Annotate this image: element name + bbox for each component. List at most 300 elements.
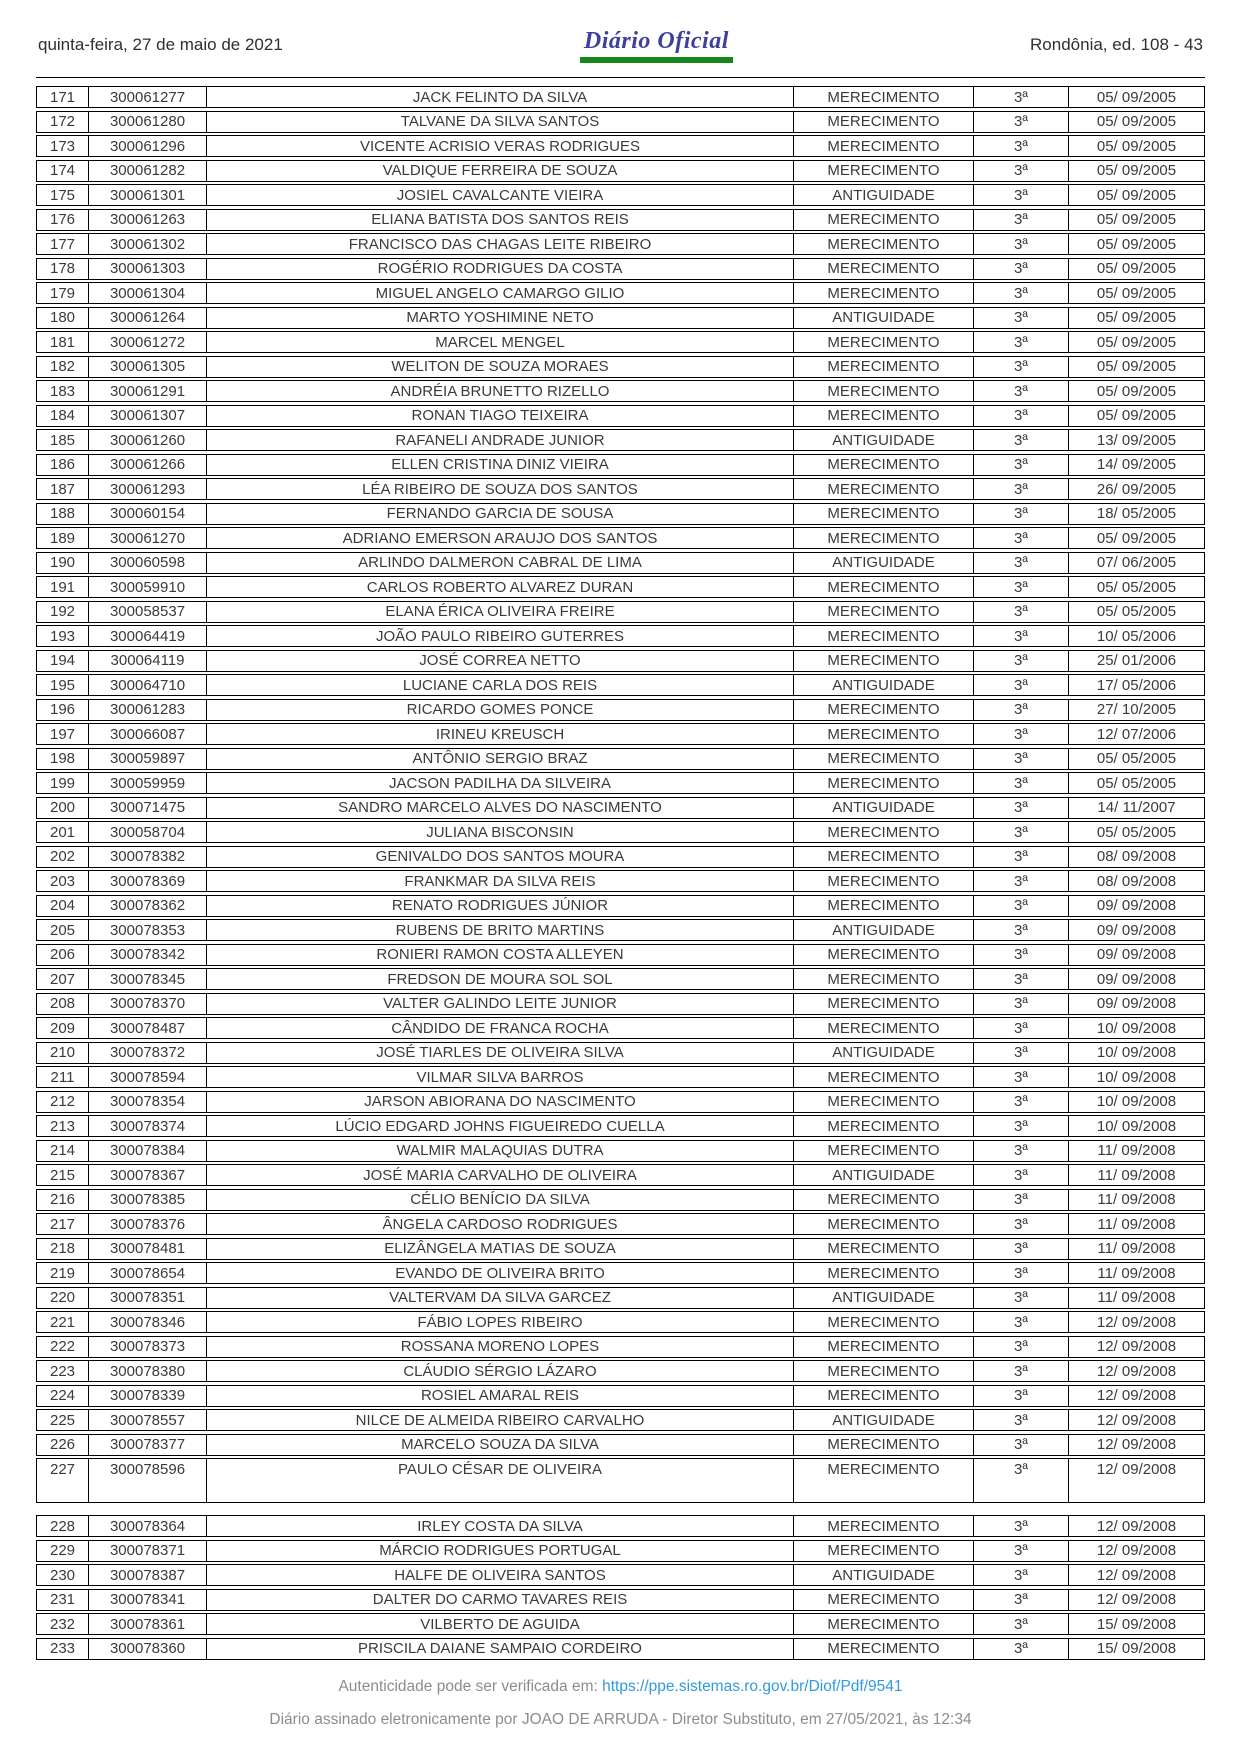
name-cell: RONIERI RAMON COSTA ALLEYEN [207, 945, 794, 965]
name-cell: ELLEN CRISTINA DINIZ VIEIRA [207, 455, 794, 475]
class-cell: 3ª [974, 87, 1069, 107]
class-cell: 3ª [974, 920, 1069, 940]
name-cell: JOSIEL CAVALCANTE VIEIRA [207, 185, 794, 205]
date-cell: 08/ 09/2008 [1096, 848, 1177, 865]
table-row [36, 625, 1205, 647]
criteria-cell: MERECIMENTO [794, 1116, 974, 1136]
row-number-cell: 195 [37, 675, 89, 695]
criteria-cell: MERECIMENTO [794, 332, 974, 352]
registration-id-cell: 300078374 [89, 1116, 207, 1136]
criteria-cell: ANTIGUIDADE [794, 1565, 974, 1585]
criteria-cell: MERECIMENTO [794, 504, 974, 524]
table-row [36, 1385, 1205, 1407]
registration-id-cell: 300059897 [89, 749, 207, 769]
table-row [36, 135, 1205, 157]
row-number-cell: 217 [37, 1214, 89, 1234]
criteria-cell: ANTIGUIDADE [794, 1043, 974, 1063]
date-cell: 05/ 05/2005 [1096, 774, 1177, 792]
name-cell: ROGÉRIO RODRIGUES DA COSTA [207, 259, 794, 279]
class-cell: 3ª [974, 528, 1069, 548]
class-cell: 3ª [974, 1043, 1069, 1063]
criteria-cell: ANTIGUIDADE [794, 1288, 974, 1308]
row-number-cell: 201 [37, 822, 89, 842]
row-number-cell: 183 [37, 381, 89, 401]
name-cell: TALVANE DA SILVA SANTOS [207, 112, 794, 132]
registration-id-cell: 300061302 [89, 234, 207, 254]
row-number-cell: 216 [37, 1190, 89, 1210]
class-cell: 3ª [974, 1141, 1069, 1161]
date-cell: 10/ 05/2006 [1096, 627, 1177, 645]
promotion-table [36, 77, 1205, 1660]
class-cell: 3ª [974, 871, 1069, 891]
registration-id-cell: 300078385 [89, 1190, 207, 1210]
table-row [36, 380, 1205, 402]
table-row [36, 944, 1205, 966]
table-row [36, 258, 1205, 280]
class-cell: 3ª [974, 651, 1069, 671]
row-number-cell: 228 [37, 1516, 89, 1536]
class-cell: 3ª [974, 381, 1069, 401]
page-footer [0, 1678, 1241, 1729]
name-cell: FRANKMAR DA SILVA REIS [207, 871, 794, 891]
row-number-cell: 171 [37, 87, 89, 107]
date-cell: 12/ 09/2008 [1096, 1411, 1177, 1429]
date-cell: 11/ 09/2008 [1097, 1166, 1176, 1184]
registration-id-cell: 300061280 [89, 112, 207, 132]
date-cell: 13/ 09/2005 [1096, 431, 1177, 449]
table-row [36, 1066, 1205, 1088]
class-cell: 3ª [974, 1386, 1069, 1406]
class-cell: 3ª [974, 1214, 1069, 1234]
registration-id-cell: 300061301 [89, 185, 207, 205]
table-row [36, 748, 1205, 770]
name-cell: MÁRCIO RODRIGUES PORTUGAL [207, 1541, 794, 1561]
class-cell: 3ª [974, 259, 1069, 279]
criteria-cell: MERECIMENTO [794, 1337, 974, 1357]
criteria-cell: MERECIMENTO [794, 528, 974, 548]
name-cell: LÉA RIBEIRO DE SOUZA DOS SANTOS [207, 479, 794, 499]
gazette-title-block [580, 28, 733, 63]
date-cell: 12/ 09/2008 [1096, 1566, 1177, 1584]
table-row [36, 405, 1205, 427]
name-cell: PRISCILA DAIANE SAMPAIO CORDEIRO [207, 1639, 794, 1659]
class-cell: 3ª [974, 675, 1069, 695]
class-cell: 3ª [974, 847, 1069, 867]
date-cell: 09/ 09/2008 [1096, 946, 1177, 963]
table-row [36, 846, 1205, 868]
date-cell: 12/ 09/2008 [1096, 1436, 1177, 1453]
class-cell: 3ª [974, 430, 1069, 450]
name-cell: MIGUEL ANGELO CAMARGO GILIO [207, 283, 794, 303]
criteria-cell: MERECIMENTO [794, 1239, 974, 1259]
table-row [36, 968, 1205, 990]
class-cell: 3ª [974, 749, 1069, 769]
date-cell: 11/ 09/2008 [1097, 1191, 1176, 1208]
table-row [36, 331, 1205, 353]
date-cell: 10/ 09/2008 [1096, 1019, 1177, 1037]
class-cell: 3ª [974, 896, 1069, 916]
name-cell: JOSÉ TIARLES DE OLIVEIRA SILVA [207, 1043, 794, 1063]
registration-id-cell: 300078351 [89, 1288, 207, 1308]
table-row [36, 356, 1205, 378]
class-cell: 3ª [974, 1263, 1069, 1283]
registration-id-cell: 300061282 [89, 161, 207, 181]
row-number-cell: 218 [37, 1239, 89, 1259]
criteria-cell: MERECIMENTO [794, 1386, 974, 1406]
name-cell: IRLEY COSTA DA SILVA [207, 1516, 794, 1536]
row-number-cell: 231 [37, 1590, 89, 1610]
class-cell: 3ª [974, 798, 1069, 818]
class-cell: 3ª [974, 210, 1069, 230]
row-number-cell: 182 [37, 357, 89, 377]
criteria-cell: MERECIMENTO [794, 112, 974, 132]
criteria-cell: MERECIMENTO [794, 651, 974, 671]
name-cell: FRANCISCO DAS CHAGAS LEITE RIBEIRO [207, 234, 794, 254]
row-number-cell: 208 [37, 994, 89, 1014]
class-cell: 3ª [974, 234, 1069, 254]
class-cell: 3ª [974, 1312, 1069, 1332]
class-cell: 3ª [974, 332, 1069, 352]
class-cell: 3ª [974, 357, 1069, 377]
row-number-cell: 211 [37, 1067, 89, 1087]
class-cell: 3ª [974, 1459, 1069, 1502]
row-number-cell: 230 [37, 1565, 89, 1585]
name-cell: JARSON ABIORANA DO NASCIMENTO [207, 1092, 794, 1112]
row-number-cell: 233 [37, 1639, 89, 1659]
table-row [36, 1434, 1205, 1456]
row-number-cell: 194 [37, 651, 89, 671]
criteria-cell: MERECIMENTO [794, 357, 974, 377]
class-cell: 3ª [974, 1614, 1069, 1634]
date-cell: 11/ 09/2008 [1097, 1142, 1176, 1159]
row-number-cell: 178 [37, 259, 89, 279]
criteria-cell: MERECIMENTO [794, 700, 974, 720]
date-cell: 12/ 07/2006 [1096, 725, 1177, 743]
table-row [36, 650, 1205, 672]
registration-id-cell: 300061260 [89, 430, 207, 450]
criteria-cell: MERECIMENTO [794, 1067, 974, 1087]
registration-id-cell: 300078345 [89, 969, 207, 989]
table-row [36, 429, 1205, 451]
class-cell: 3ª [974, 1435, 1069, 1455]
criteria-cell: MERECIMENTO [794, 847, 974, 867]
date-cell: 05/ 05/2005 [1096, 578, 1177, 596]
name-cell: MARTO YOSHIMINE NETO [207, 308, 794, 328]
registration-id-cell: 300064419 [89, 626, 207, 646]
criteria-cell: MERECIMENTO [794, 994, 974, 1014]
registration-id-cell: 300061272 [89, 332, 207, 352]
registration-id-cell: 300078377 [89, 1435, 207, 1455]
class-cell: 3ª [974, 626, 1069, 646]
name-cell: ELANA ÉRICA OLIVEIRA FREIRE [207, 602, 794, 622]
name-cell: ELIZÂNGELA MATIAS DE SOUZA [207, 1239, 794, 1259]
row-number-cell: 203 [37, 871, 89, 891]
table-row [36, 1638, 1205, 1660]
criteria-cell: MERECIMENTO [794, 871, 974, 891]
date-cell: 05/ 09/2005 [1096, 186, 1177, 204]
criteria-cell: MERECIMENTO [794, 1190, 974, 1210]
table-row [36, 454, 1205, 476]
registration-id-cell: 300061283 [89, 700, 207, 720]
date-cell: 11/ 09/2008 [1097, 1289, 1176, 1306]
criteria-cell: MERECIMENTO [794, 626, 974, 646]
date-cell: 12/ 09/2008 [1096, 1338, 1177, 1355]
date-cell: 11/ 09/2008 [1097, 1215, 1176, 1233]
table-row [36, 821, 1205, 843]
criteria-cell: MERECIMENTO [794, 822, 974, 842]
table-row [36, 601, 1205, 623]
registration-id-cell: 300078353 [89, 920, 207, 940]
name-cell: EVANDO DE OLIVEIRA BRITO [207, 1263, 794, 1283]
table-row [36, 895, 1205, 917]
name-cell: VICENTE ACRISIO VERAS RODRIGUES [207, 136, 794, 156]
registration-id-cell: 300061304 [89, 283, 207, 303]
registration-id-cell: 300061264 [89, 308, 207, 328]
criteria-cell: ANTIGUIDADE [794, 185, 974, 205]
table-row [36, 209, 1205, 231]
row-number-cell: 202 [37, 847, 89, 867]
table-row [36, 797, 1205, 819]
registration-id-cell: 300061307 [89, 406, 207, 426]
registration-id-cell: 300078557 [89, 1410, 207, 1430]
table-row [36, 576, 1205, 598]
page-header [0, 0, 1241, 63]
table-row [36, 282, 1205, 304]
registration-id-cell: 300078360 [89, 1639, 207, 1659]
criteria-cell: MERECIMENTO [794, 1516, 974, 1536]
date-cell: 10/ 09/2008 [1096, 1044, 1177, 1061]
date-cell: 09/ 09/2008 [1096, 995, 1177, 1012]
registration-id-cell: 300058537 [89, 602, 207, 622]
criteria-cell: MERECIMENTO [794, 1590, 974, 1610]
registration-id-cell: 300078369 [89, 871, 207, 891]
name-cell: DALTER DO CARMO TAVARES REIS [207, 1590, 794, 1610]
table-row [36, 1042, 1205, 1064]
name-cell: VALDIQUE FERREIRA DE SOUZA [207, 161, 794, 181]
date-cell: 05/ 09/2005 [1096, 284, 1177, 302]
table-row [36, 1091, 1205, 1113]
date-cell: 12/ 09/2008 [1096, 1461, 1177, 1478]
name-cell: CLÁUDIO SÉRGIO LÁZARO [207, 1361, 794, 1381]
row-number-cell: 213 [37, 1116, 89, 1136]
criteria-cell: MERECIMENTO [794, 479, 974, 499]
name-cell: ADRIANO EMERSON ARAUJO DOS SANTOS [207, 528, 794, 548]
date-cell: 15/ 09/2008 [1096, 1615, 1177, 1633]
table-row [36, 1213, 1205, 1235]
name-cell: ÂNGELA CARDOSO RODRIGUES [207, 1214, 794, 1234]
row-number-cell: 179 [37, 283, 89, 303]
class-cell: 3ª [974, 308, 1069, 328]
date-cell: 05/ 09/2005 [1096, 260, 1177, 277]
registration-id-cell: 300078382 [89, 847, 207, 867]
name-cell: VALTERVAM DA SILVA GARCEZ [207, 1288, 794, 1308]
class-cell: 3ª [974, 406, 1069, 426]
criteria-cell: MERECIMENTO [794, 1639, 974, 1659]
name-cell: RENATO RODRIGUES JÚNIOR [207, 896, 794, 916]
class-cell: 3ª [974, 161, 1069, 181]
registration-id-cell: 300071475 [89, 798, 207, 818]
criteria-cell: MERECIMENTO [794, 1263, 974, 1283]
date-cell: 07/ 06/2005 [1096, 554, 1177, 571]
row-number-cell: 197 [37, 724, 89, 744]
date-cell: 12/ 09/2008 [1096, 1517, 1177, 1535]
title-underline-bar [580, 57, 733, 63]
row-number-cell: 226 [37, 1435, 89, 1455]
name-cell: CÂNDIDO DE FRANCA ROCHA [207, 1018, 794, 1038]
name-cell: ELIANA BATISTA DOS SANTOS REIS [207, 210, 794, 230]
criteria-cell: MERECIMENTO [794, 210, 974, 230]
class-cell: 3ª [974, 773, 1069, 793]
class-cell: 3ª [974, 1639, 1069, 1659]
registration-id-cell: 300061291 [89, 381, 207, 401]
class-cell: 3ª [974, 1541, 1069, 1561]
name-cell: JACSON PADILHA DA SILVEIRA [207, 773, 794, 793]
date-cell: 18/ 05/2005 [1096, 505, 1177, 522]
criteria-cell: MERECIMENTO [794, 1361, 974, 1381]
auth-prefix: Autenticidade pode ser verificada em: [338, 1677, 603, 1695]
date-cell: 12/ 09/2008 [1096, 1591, 1177, 1608]
class-cell: 3ª [974, 283, 1069, 303]
date-cell: 27/ 10/2005 [1096, 701, 1177, 718]
row-number-cell: 174 [37, 161, 89, 181]
name-cell: ANDRÉIA BRUNETTO RIZELLO [207, 381, 794, 401]
row-number-cell: 185 [37, 430, 89, 450]
date-cell: 05/ 05/2005 [1096, 750, 1177, 767]
table-row [36, 552, 1205, 574]
table-row [36, 772, 1205, 794]
class-cell: 3ª [974, 1288, 1069, 1308]
row-number-cell: 209 [37, 1018, 89, 1038]
date-cell: 09/ 09/2008 [1096, 970, 1177, 988]
criteria-cell: MERECIMENTO [794, 283, 974, 303]
registration-id-cell: 300078596 [89, 1459, 207, 1502]
date-cell: 12/ 09/2008 [1096, 1313, 1177, 1331]
table-row [36, 160, 1205, 182]
name-cell: RUBENS DE BRITO MARTINS [207, 920, 794, 940]
registration-id-cell: 300064710 [89, 675, 207, 695]
name-cell: ROSIEL AMARAL REIS [207, 1386, 794, 1406]
name-cell: JOÃO PAULO RIBEIRO GUTERRES [207, 626, 794, 646]
name-cell: JULIANA BISCONSIN [207, 822, 794, 842]
name-cell: SANDRO MARCELO ALVES DO NASCIMENTO [207, 798, 794, 818]
row-number-cell: 219 [37, 1263, 89, 1283]
registration-id-cell: 300064119 [89, 651, 207, 671]
criteria-cell: MERECIMENTO [794, 749, 974, 769]
class-cell: 3ª [974, 185, 1069, 205]
name-cell: RAFANELI ANDRADE JUNIOR [207, 430, 794, 450]
registration-id-cell: 300061277 [89, 87, 207, 107]
registration-id-cell: 300078487 [89, 1018, 207, 1038]
row-number-cell: 207 [37, 969, 89, 989]
registration-id-cell: 300061266 [89, 455, 207, 475]
row-number-cell: 180 [37, 308, 89, 328]
registration-id-cell: 300078346 [89, 1312, 207, 1332]
criteria-cell: ANTIGUIDADE [794, 920, 974, 940]
registration-id-cell: 300061263 [89, 210, 207, 230]
date-cell: 05/ 09/2005 [1096, 211, 1177, 228]
registration-id-cell: 300059959 [89, 773, 207, 793]
class-cell: 3ª [974, 479, 1069, 499]
registration-id-cell: 300078373 [89, 1337, 207, 1357]
class-cell: 3ª [974, 504, 1069, 524]
date-cell: 05/ 09/2005 [1096, 162, 1177, 179]
date-cell: 05/ 09/2005 [1096, 333, 1177, 351]
row-number-cell: 205 [37, 920, 89, 940]
date-cell: 10/ 09/2008 [1096, 1093, 1177, 1110]
criteria-cell: ANTIGUIDADE [794, 553, 974, 573]
row-number-cell: 210 [37, 1043, 89, 1063]
criteria-cell: MERECIMENTO [794, 724, 974, 744]
row-number-cell: 189 [37, 528, 89, 548]
row-number-cell: 175 [37, 185, 89, 205]
table-row [36, 1515, 1205, 1537]
name-cell: CARLOS ROBERTO ALVAREZ DURAN [207, 577, 794, 597]
name-cell: ANTÔNIO SERGIO BRAZ [207, 749, 794, 769]
class-cell: 3ª [974, 1565, 1069, 1585]
registration-id-cell: 300078371 [89, 1541, 207, 1561]
registration-id-cell: 300078370 [89, 994, 207, 1014]
name-cell: GENIVALDO DOS SANTOS MOURA [207, 847, 794, 867]
name-cell: MARCELO SOUZA DA SILVA [207, 1435, 794, 1455]
criteria-cell: MERECIMENTO [794, 1459, 974, 1502]
table-row [36, 527, 1205, 549]
date-cell: 10/ 09/2008 [1096, 1117, 1177, 1135]
name-cell: RICARDO GOMES PONCE [207, 700, 794, 720]
criteria-cell: ANTIGUIDADE [794, 430, 974, 450]
name-cell: JOSÉ MARIA CARVALHO DE OLIVEIRA [207, 1165, 794, 1185]
gazette-date: quinta-feira, 27 de maio de 2021 [38, 35, 283, 54]
criteria-cell: MERECIMENTO [794, 1141, 974, 1161]
registration-id-cell: 300061270 [89, 528, 207, 548]
table-row [36, 1262, 1205, 1284]
criteria-cell: MERECIMENTO [794, 136, 974, 156]
row-number-cell: 220 [37, 1288, 89, 1308]
table-row [36, 1360, 1205, 1382]
criteria-cell: MERECIMENTO [794, 896, 974, 916]
row-number-cell: 222 [37, 1337, 89, 1357]
date-cell: 11/ 09/2008 [1097, 1240, 1176, 1257]
row-number-cell: 199 [37, 773, 89, 793]
table-row [36, 1564, 1205, 1586]
name-cell: VILMAR SILVA BARROS [207, 1067, 794, 1087]
class-cell: 3ª [974, 969, 1069, 989]
date-cell: 26/ 09/2005 [1096, 480, 1177, 498]
registration-id-cell: 300078362 [89, 896, 207, 916]
name-cell: NILCE DE ALMEIDA RIBEIRO CARVALHO [207, 1410, 794, 1430]
row-number-cell: 196 [37, 700, 89, 720]
date-cell: 09/ 09/2008 [1096, 897, 1177, 914]
row-number-cell: 191 [37, 577, 89, 597]
row-number-cell: 190 [37, 553, 89, 573]
criteria-cell: ANTIGUIDADE [794, 798, 974, 818]
row-number-cell: 224 [37, 1386, 89, 1406]
registration-id-cell: 300078654 [89, 1263, 207, 1283]
name-cell: JOSÉ CORREA NETTO [207, 651, 794, 671]
class-cell: 3ª [974, 455, 1069, 475]
table-row [36, 1140, 1205, 1162]
class-cell: 3ª [974, 1116, 1069, 1136]
date-cell: 10/ 09/2008 [1096, 1068, 1177, 1086]
table-row [36, 1336, 1205, 1358]
date-cell: 05/ 09/2005 [1096, 113, 1177, 130]
name-cell: FÁBIO LOPES RIBEIRO [207, 1312, 794, 1332]
auth-link[interactable]: https://ppe.sistemas.ro.gov.br/Diof/Pdf/9541 [602, 1677, 903, 1695]
name-cell: MARCEL MENGEL [207, 332, 794, 352]
class-cell: 3ª [974, 1516, 1069, 1536]
gazette-title: Diário Oficial [583, 28, 729, 54]
registration-id-cell: 300078339 [89, 1386, 207, 1406]
name-cell: IRINEU KREUSCH [207, 724, 794, 744]
